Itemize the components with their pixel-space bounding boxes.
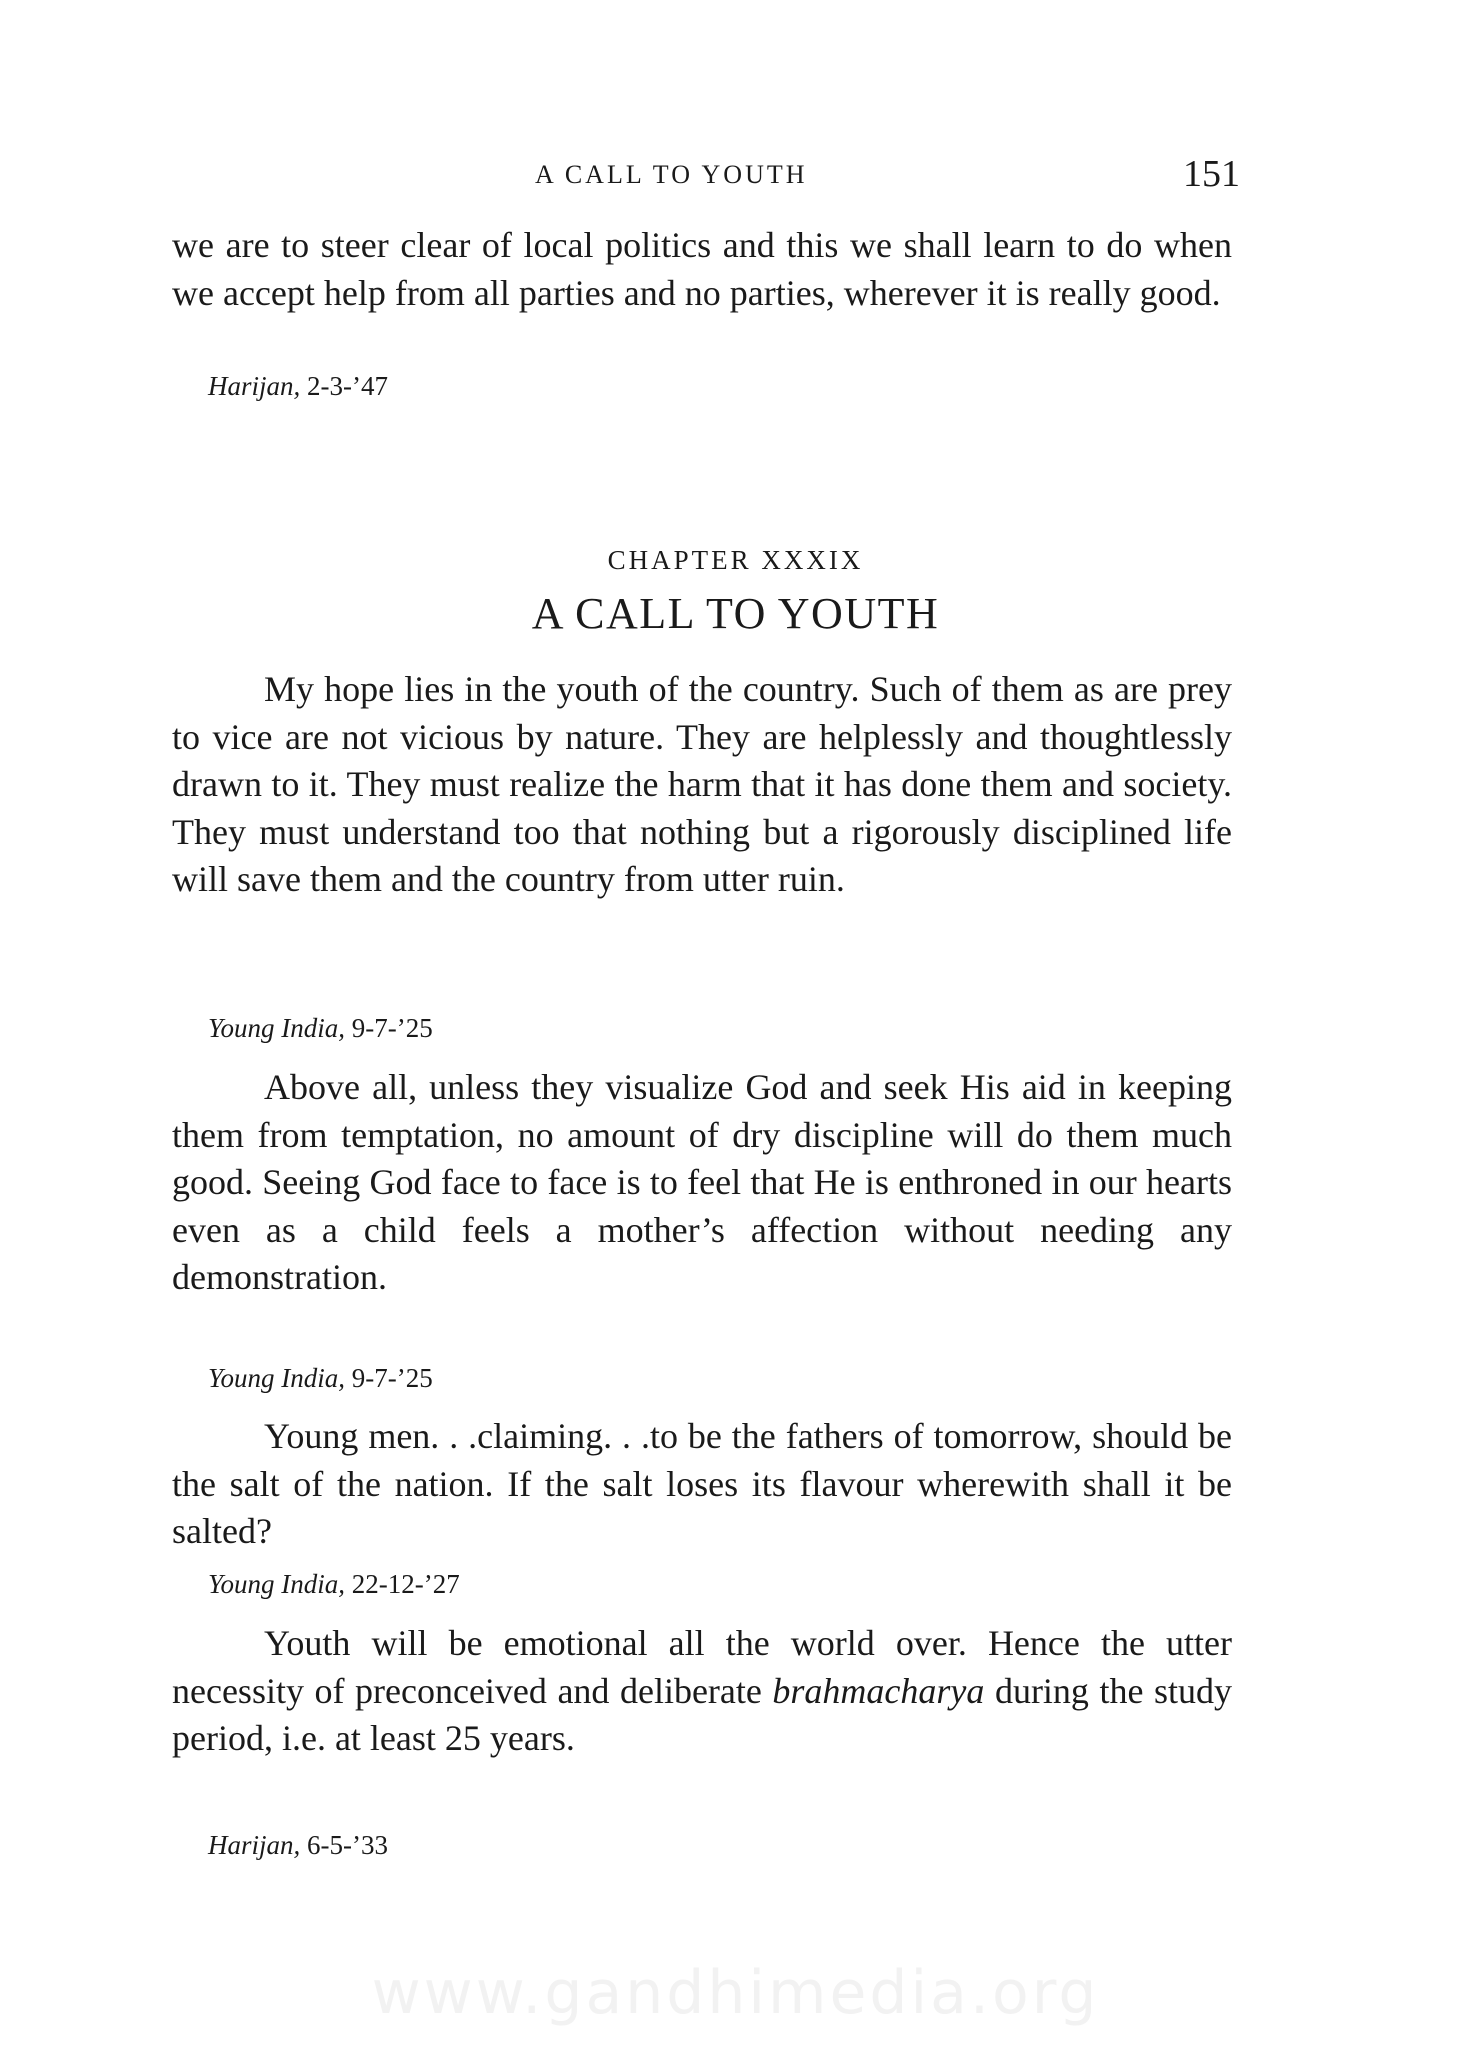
source-publication: Young India, [208, 1363, 346, 1393]
source-publication: Young India, [208, 1569, 346, 1599]
source-date: 6-5-’33 [307, 1830, 388, 1860]
paragraph-3: Young men. . .claiming. . .to be the fathers of tomorrow, should be the salt of the nation. If the salt loses its flavour wherewith shall it be salted? [172, 1416, 1232, 1551]
paragraph-4 [172, 1620, 1232, 1763]
source-publication: Young India, [208, 1013, 346, 1043]
source-citation [208, 1361, 433, 1395]
source-publication: Harijan, [208, 1830, 301, 1860]
source-citation [208, 1567, 460, 1601]
source-publication: Harijan, [208, 371, 301, 401]
paragraph-4-text-after: during the study period, i.e. at least 25 years. [172, 1670, 1233, 1758]
source-date: 9-7-’25 [351, 1363, 433, 1393]
running-header [170, 153, 1240, 208]
source-date: 9-7-’25 [351, 1013, 433, 1043]
source-citation [208, 1011, 433, 1045]
chapter-title: A CALL TO YOUTH [531, 589, 940, 638]
watermark: www.gandhimedia.org [371, 1958, 1100, 2028]
paragraph-1: My hope lies in the youth of the country. Such of them as are prey to vice are not vicious by nature. They are helplessly and thoughtlessly drawn to it. They must realize the harm that it has done them and society. They must understand too that nothing but a rigorously disciplined life will save them and the country from utter ruin. [172, 669, 1232, 899]
source-date: 2-3-’47 [307, 371, 388, 401]
source-citation [208, 1828, 388, 1862]
italic-term: brahmacharya [772, 1670, 985, 1711]
page-number: 151 [1183, 153, 1240, 195]
paragraph-4-text-before: Youth will be emotional all the world over. Hence the utter necessity of preconceived and deliberate [172, 1623, 1232, 1711]
chapter-label: CHAPTER XXXIX [607, 545, 864, 575]
source-date: 22-12-’27 [351, 1569, 460, 1599]
paragraph-2: Above all, unless they visualize God and seek His aid in keeping them from temptation, no amount of dry discipline will do them much good. Seeing God face to face is to feel that He is enthroned in our hearts even as a child feels a mother’s affection without needing any demonstration. [172, 1067, 1232, 1297]
source-citation [208, 369, 388, 403]
carryover-paragraph: we are to steer clear of local politics and this we shall learn to do when we accept help from all parties and no parties, wherever it is really good. [172, 225, 1232, 313]
running-title: A CALL TO YOUTH [535, 160, 808, 189]
